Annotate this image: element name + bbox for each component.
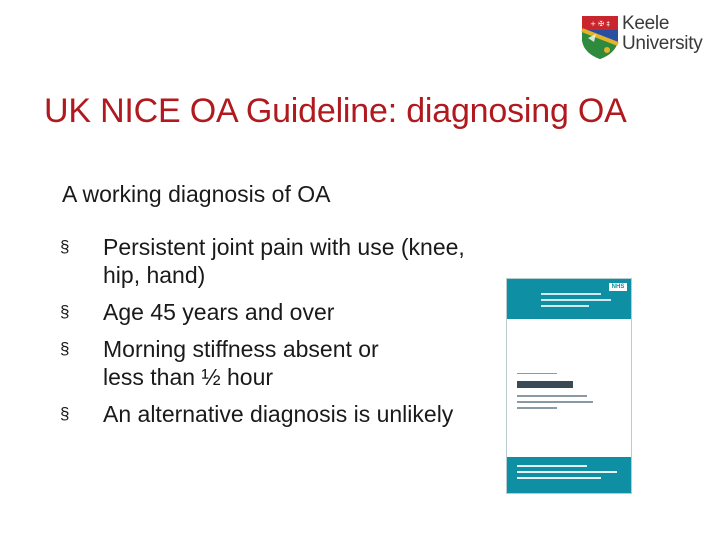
bullet-text: An alternative diagnosis is unlikely <box>103 401 454 427</box>
bullet-icon: § <box>60 302 70 321</box>
list-item <box>60 335 500 391</box>
nhs-badge: NHS <box>609 283 627 291</box>
list-item <box>60 298 500 326</box>
bullet-text: Morning stiffness absent or less than ½ hour <box>103 336 379 390</box>
logo-line-1: Keele <box>622 13 670 34</box>
cover-header-band <box>507 279 631 319</box>
logo-line-2: University <box>622 33 703 54</box>
svg-text:+ ✠ ‡: + ✠ ‡ <box>590 20 610 28</box>
bullet-list <box>60 233 500 437</box>
bullet-icon: § <box>60 404 70 423</box>
university-crest-icon <box>580 14 620 60</box>
cover-footer-band <box>507 457 631 493</box>
bullet-icon: § <box>60 237 70 256</box>
bullet-icon: § <box>60 339 70 358</box>
slide-title: UK NICE OA Guideline: diagnosing OA <box>44 92 627 130</box>
slide-subtitle: A working diagnosis of OA <box>62 181 331 207</box>
list-item <box>60 233 500 289</box>
keele-university-logo <box>580 12 710 62</box>
logo-wordmark <box>622 14 702 54</box>
cover-body <box>507 319 631 459</box>
guideline-cover-image <box>506 278 632 494</box>
list-item <box>60 400 500 428</box>
bullet-text: Persistent joint pain with use (knee, hip, hand) <box>103 234 465 288</box>
bullet-text: Age 45 years and over <box>103 299 335 325</box>
